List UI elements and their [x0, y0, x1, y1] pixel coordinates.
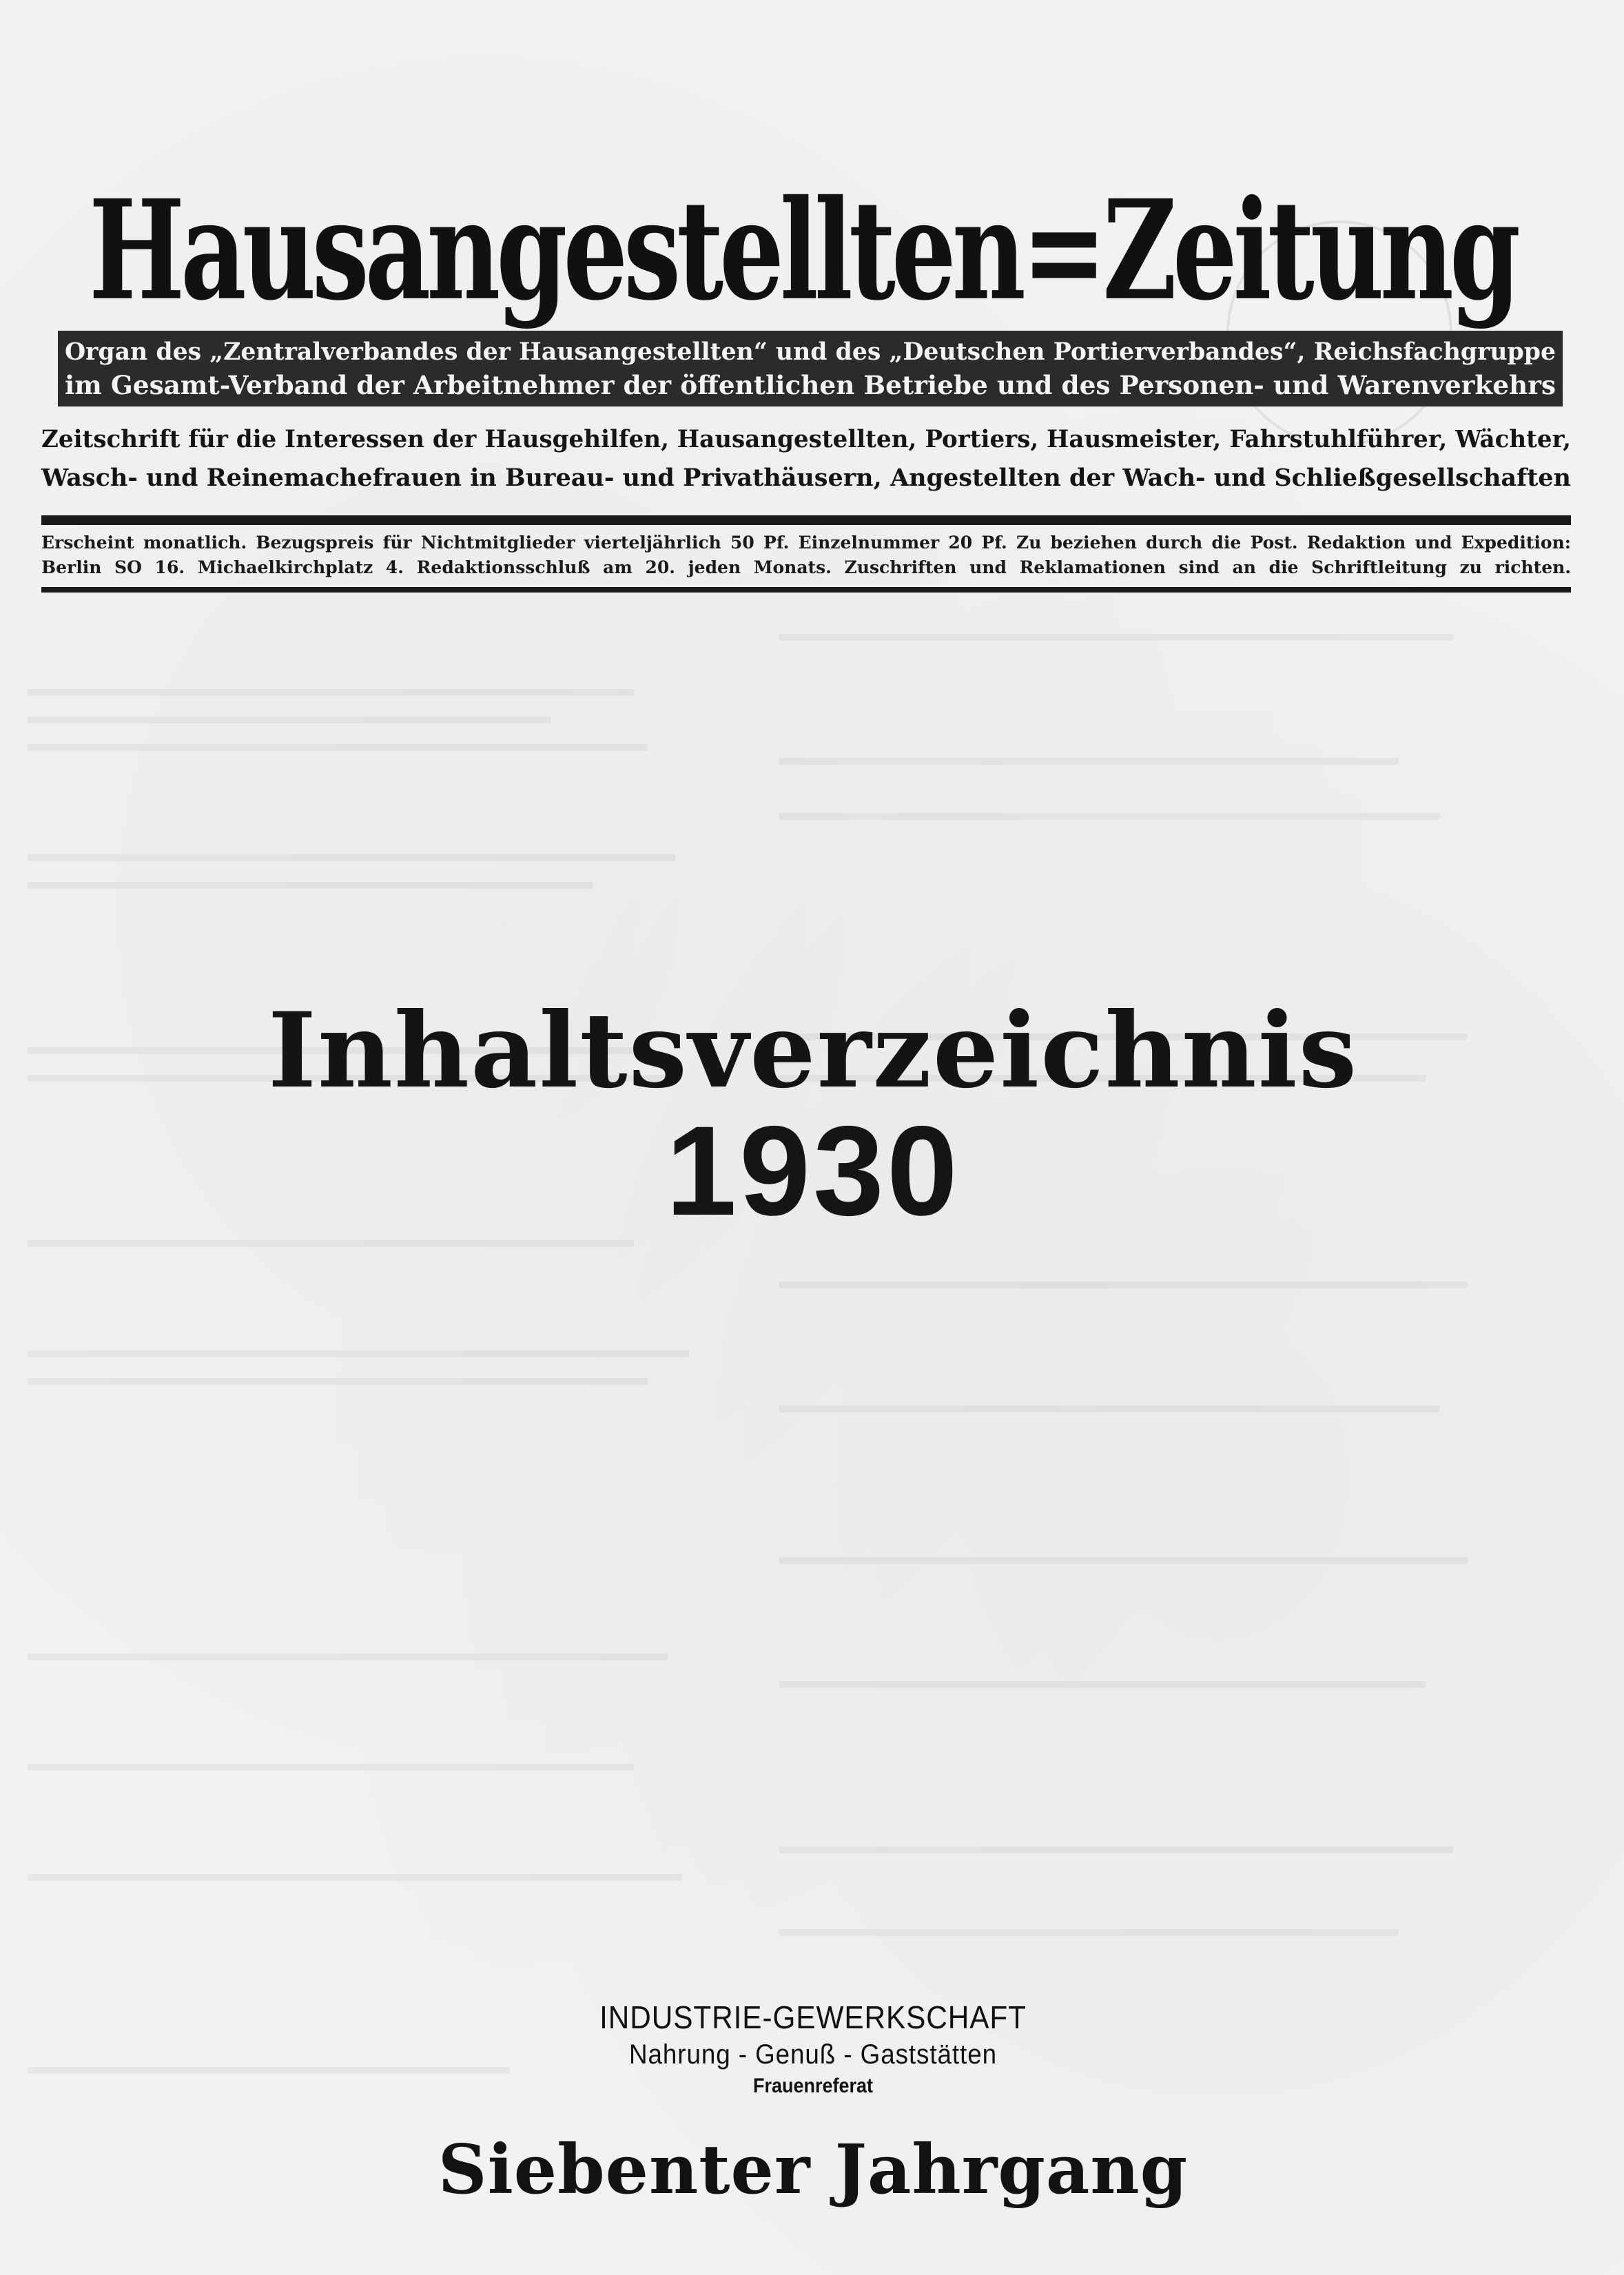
toc-year: 1930 [666, 1100, 960, 1242]
info-line-1: Erscheint monatlich. Bezugspreis für Nichtmitglieder vierteljährlich 50 Pf. Einzelnummer 20 Pf. Zu beziehen durch die Post. Redaktion und Expedition: [41, 533, 1571, 553]
stamp-line-3: Frauenreferat [752, 2075, 874, 2097]
stamp-line-2: Nahrung - Genuß - Gaststätten [629, 2039, 997, 2070]
subtitle-line-2: Wasch- und Reinemachefrauen in Bureau- und Privathäusern, Angestellten der Wach- und Schließgesellschaften [41, 464, 1571, 492]
stamp-line-1: INDUSTRIE-GEWERKSCHAFT [599, 1999, 1027, 2035]
organ-banner [58, 331, 1563, 406]
divider-rule-top [41, 515, 1571, 525]
publication-info [41, 531, 1571, 580]
organ-line-2: im Gesamt-Verband der Arbeitnehmer der öffentlichen Betriebe und des Personen- und Warenverkehrs [65, 370, 1556, 400]
union-stamp [537, 1998, 1089, 2100]
masthead-title: Hausangestellten=Zeitung [88, 169, 1517, 331]
subtitle-line-1: Zeitschrift für die Interessen der Hausgehilfen, Hausangestellten, Portiers, Hausmeister, Fahrstuhlführer, Wächter, [41, 426, 1571, 453]
divider-rule-bottom [41, 587, 1571, 593]
publication-subtitle [41, 420, 1571, 497]
volume-label: Siebenter Jahrgang [438, 2130, 1189, 2210]
info-line-2: Berlin SO 16. Michaelkirchplatz 4. Redaktionsschluß am 20. jeden Monats. Zuschriften und Reklamationen sind an die Schriftleitung zu richten. [41, 557, 1571, 577]
organ-line-1: Organ des „Zentralverbandes der Hausangestellten“ und des „Deutschen Portierverbandes“, Reichsfachgruppe [65, 338, 1556, 366]
toc-heading: Inhaltsverzeichnis [267, 989, 1359, 1111]
